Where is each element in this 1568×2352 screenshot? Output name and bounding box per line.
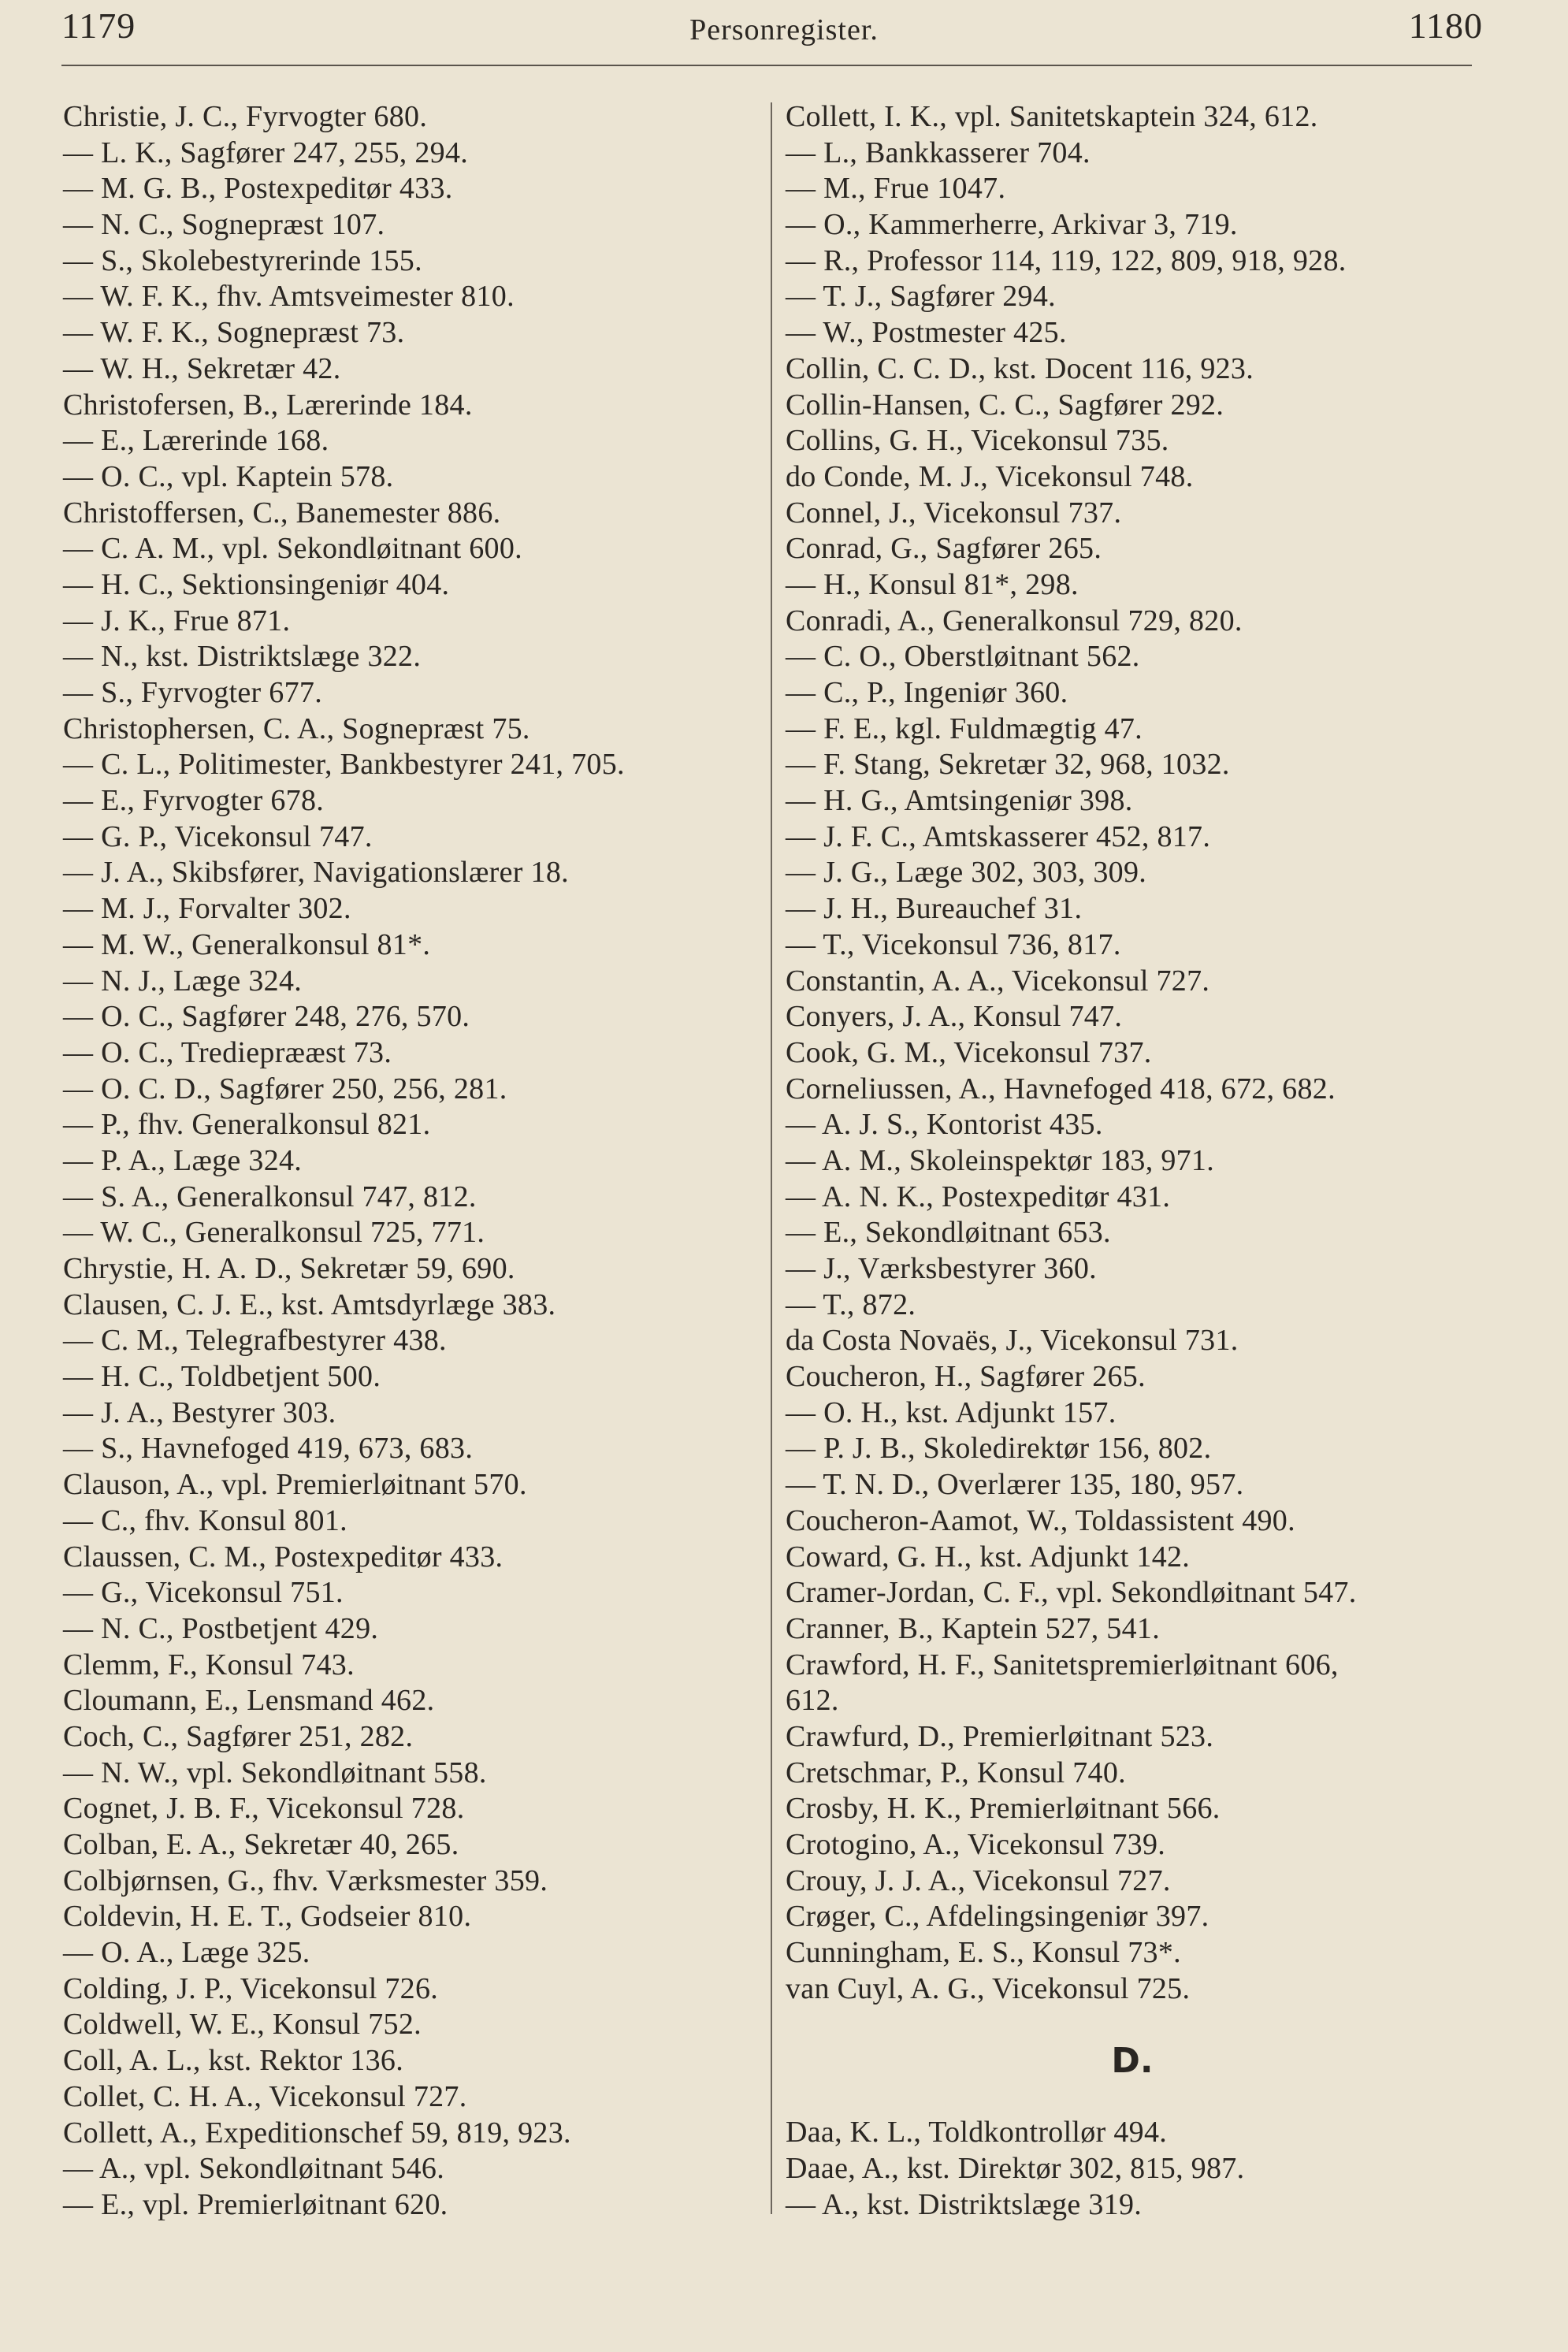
register-entry: — H. C., Toldbetjent 500. — [63, 1360, 381, 1394]
register-entry: — E., Lærerinde 168. — [63, 424, 329, 458]
register-entry: Conradi, A., Generalkonsul 729, 820. — [786, 604, 1243, 637]
register-entry: Daa, K. L., Toldkontrollør 494. — [786, 2116, 1168, 2149]
register-entry: Chrystie, H. A. D., Sekretær 59, 690. — [63, 1252, 515, 1285]
register-entry: — N. C., Postbetjent 429. — [63, 1611, 379, 1645]
register-entry: Coward, G. H., kst. Adjunkt 142. — [786, 1540, 1191, 1574]
register-entry: — W. H., Sekretær 42. — [63, 351, 341, 385]
register-entry: — R., Professor 114, 119, 122, 809, 918, 928. — [786, 243, 1347, 277]
register-entry: Clausen, C. J. E., kst. Amtsdyrlæge 383. — [63, 1287, 556, 1321]
register-entry: — O., Kammerherre, Arkivar 3, 719. — [786, 208, 1238, 242]
page-header — [0, 0, 1568, 68]
register-entry: — F. E., kgl. Fuldmægtig 47. — [786, 712, 1143, 745]
register-entry: Christophersen, C. A., Sognepræst 75. — [63, 712, 530, 745]
register-entry: Collin, C. C. D., kst. Docent 116, 923. — [786, 351, 1254, 385]
register-entry: van Cuyl, A. G., Vicekonsul 725. — [786, 1971, 1191, 2005]
register-entry: — C., fhv. Konsul 801. — [63, 1503, 347, 1537]
register-entry: — W. F. K., Sognepræst 73. — [63, 316, 405, 350]
register-entry: — E., Fyrvogter 678. — [63, 784, 325, 818]
register-entry: Crøger, C., Afdelingsingeniør 397. — [786, 1900, 1209, 1934]
register-entry: — P. A., Læge 324. — [63, 1143, 303, 1177]
register-entry: Crotogino, A., Vicekonsul 739. — [786, 1828, 1166, 1861]
register-entry: Collet, C. H. A., Vicekonsul 727. — [63, 2079, 467, 2113]
register-entry: — J., Værksbestyrer 360. — [786, 1252, 1097, 1285]
register-entry: Collett, A., Expeditionschef 59, 819, 923. — [63, 2116, 571, 2149]
register-entry: — S. A., Generalkonsul 747, 812. — [63, 1180, 477, 1213]
register-entry: — N. J., Læge 324. — [63, 964, 303, 998]
register-entry: Coucheron-Aamot, W., Toldassistent 490. — [786, 1503, 1295, 1537]
register-entry: Connel, J., Vicekonsul 737. — [786, 496, 1122, 529]
register-entry: Collett, I. K., vpl. Sanitetskaptein 324, 612. — [786, 100, 1318, 133]
register-entry: — C. L., Politimester, Bankbestyrer 241, 705. — [63, 748, 625, 782]
register-entry: Christofersen, B., Lærerinde 184. — [63, 388, 473, 422]
register-entry: — P., fhv. Generalkonsul 821. — [63, 1108, 431, 1142]
register-entry: — F. Stang, Sekretær 32, 968, 1032. — [786, 748, 1230, 782]
register-entry: Colding, J. P., Vicekonsul 726. — [63, 1971, 439, 2005]
register-entry: — L., Bankkasserer 704. — [786, 136, 1091, 169]
section-letter-heading: D. — [1111, 2041, 1154, 2082]
register-entry: Conyers, J. A., Konsul 747. — [786, 1000, 1123, 1034]
register-entry: — C. A. M., vpl. Sekondløitnant 600. — [63, 532, 522, 566]
register-entry: — J. H., Bureauchef 31. — [786, 892, 1083, 926]
register-entry: — A., vpl. Sekondløitnant 546. — [63, 2152, 444, 2186]
register-entry: — A. N. K., Postexpeditør 431. — [786, 1180, 1171, 1213]
register-entry: — H. C., Sektionsingeniør 404. — [63, 567, 450, 601]
register-entry: Conrad, G., Sagfører 265. — [786, 532, 1102, 566]
register-entry: Cook, G. M., Vicekonsul 737. — [786, 1035, 1152, 1069]
register-entry: — J. A., Skibsfører, Navigationslærer 18. — [63, 856, 569, 890]
register-entry: Coll, A. L., kst. Rektor 136. — [63, 2044, 403, 2078]
register-entry: Collins, G. H., Vicekonsul 735. — [786, 424, 1169, 458]
register-entry: — M., Frue 1047. — [786, 172, 1006, 206]
register-entry: — J. F. C., Amtskasserer 452, 817. — [786, 819, 1211, 853]
register-entry: Crawford, H. F., Sanitetspremierløitnant 606, — [786, 1648, 1339, 1681]
register-entry: Clauson, A., vpl. Premierløitnant 570. — [63, 1468, 527, 1502]
register-entry: — S., Fyrvogter 677. — [63, 676, 322, 709]
register-entry: Claussen, C. M., Postexpeditør 433. — [63, 1540, 503, 1574]
register-entry: — O. C., Tredieprææst 73. — [63, 1035, 392, 1069]
register-entry: — C. M., Telegrafbestyrer 438. — [63, 1324, 447, 1358]
register-entry: Daae, A., kst. Direktør 302, 815, 987. — [786, 2152, 1245, 2186]
right-column — [786, 99, 1479, 2224]
register-entry: Crawfurd, D., Premierløitnant 523. — [786, 1719, 1214, 1753]
register-entry: da Costa Novaës, J., Vicekonsul 731. — [786, 1324, 1239, 1358]
register-entry: — H., Konsul 81*, 298. — [786, 567, 1079, 601]
register-entry: Coldwell, W. E., Konsul 752. — [63, 2008, 422, 2042]
register-entry: — N. C., Sognepræst 107. — [63, 208, 385, 242]
register-entry: — O. C., Sagfører 248, 276, 570. — [63, 1000, 470, 1034]
register-entry: Constantin, A. A., Vicekonsul 727. — [786, 964, 1210, 998]
register-entry: Cramer-Jordan, C. F., vpl. Sekondløitnant 547. — [786, 1576, 1357, 1610]
register-entry: — M. J., Forvalter 302. — [63, 892, 351, 926]
register-entry: Cunningham, E. S., Konsul 73*. — [786, 1936, 1181, 1970]
register-entry: Coucheron, H., Sagfører 265. — [786, 1360, 1146, 1394]
register-entry: — L. K., Sagfører 247, 255, 294. — [63, 136, 469, 169]
register-entry: — N., kst. Distriktslæge 322. — [63, 640, 422, 674]
register-entry: — W. F. K., fhv. Amtsveimester 810. — [63, 280, 515, 314]
register-entry: — O. C. D., Sagfører 250, 256, 281. — [63, 1072, 507, 1105]
register-entry: 612. — [786, 1684, 839, 1718]
register-entry: — S., Havnefoged 419, 673, 683. — [63, 1432, 474, 1466]
register-entry: Christoffersen, C., Banemester 886. — [63, 496, 501, 529]
register-entry: Coldevin, H. E. T., Godseier 810. — [63, 1900, 472, 1934]
register-entry: — E., Sekondløitnant 653. — [786, 1216, 1111, 1250]
register-entry: Cranner, B., Kaptein 527, 541. — [786, 1611, 1161, 1645]
register-entry: Crouy, J. J. A., Vicekonsul 727. — [786, 1863, 1171, 1897]
register-entry: — A. M., Skoleinspektør 183, 971. — [786, 1143, 1215, 1177]
register-entry: Coch, C., Sagfører 251, 282. — [63, 1719, 414, 1753]
register-entry: Crosby, H. K., Premierløitnant 566. — [786, 1792, 1221, 1826]
register-entry: Cloumann, E., Lensmand 462. — [63, 1684, 435, 1718]
page-title: Personregister. — [689, 13, 879, 46]
register-entry: — M. W., Generalkonsul 81*. — [63, 927, 431, 961]
register-entry: — A., kst. Distriktslæge 319. — [786, 2187, 1143, 2221]
register-entry: Collin-Hansen, C. C., Sagfører 292. — [786, 388, 1224, 422]
register-entry: — S., Skolebestyrerinde 155. — [63, 243, 422, 277]
register-entry: — O. C., vpl. Kaptein 578. — [63, 459, 394, 493]
register-entry: Clemm, F., Konsul 743. — [63, 1648, 355, 1681]
page-number-left: 1179 — [61, 6, 136, 46]
register-entry: — W. C., Generalkonsul 725, 771. — [63, 1216, 485, 1250]
register-entry: — T. N. D., Overlærer 135, 180, 957. — [786, 1468, 1244, 1502]
register-entry: — H. G., Amtsingeniør 398. — [786, 784, 1133, 818]
register-entry: — T., Vicekonsul 736, 817. — [786, 927, 1121, 961]
register-entry: Cognet, J. B. F., Vicekonsul 728. — [63, 1792, 465, 1826]
register-entry: — C., P., Ingeniør 360. — [786, 676, 1068, 709]
register-entry: Corneliussen, A., Havnefoged 418, 672, 682. — [786, 1072, 1336, 1105]
register-entry: Colban, E. A., Sekretær 40, 265. — [63, 1828, 459, 1861]
register-entry: — A. J. S., Kontorist 435. — [786, 1108, 1103, 1142]
register-entry: — J. A., Bestyrer 303. — [63, 1395, 336, 1429]
register-entry: — C. O., Oberstløitnant 562. — [786, 640, 1140, 674]
register-entry: — W., Postmester 425. — [786, 316, 1067, 350]
register-entry: — G. P., Vicekonsul 747. — [63, 819, 373, 853]
register-entry: — P. J. B., Skoledirektør 156, 802. — [786, 1432, 1212, 1466]
left-column — [63, 99, 772, 2224]
register-entry: — J. K., Frue 871. — [63, 604, 291, 637]
register-entry: — G., Vicekonsul 751. — [63, 1576, 344, 1610]
register-entry: — T. J., Sagfører 294. — [786, 280, 1056, 314]
register-entry: — O. A., Læge 325. — [63, 1936, 310, 1970]
header-rule — [61, 65, 1472, 66]
register-entry: — M. G. B., Postexpeditør 433. — [63, 172, 453, 206]
register-entry: — N. W., vpl. Sekondløitnant 558. — [63, 1756, 487, 1789]
register-entry: Cretschmar, P., Konsul 740. — [786, 1756, 1126, 1789]
register-entry: do Conde, M. J., Vicekonsul 748. — [786, 459, 1194, 493]
page-number-right: 1180 — [1408, 6, 1483, 46]
register-entry: — J. G., Læge 302, 303, 309. — [786, 856, 1147, 890]
register-entry: — E., vpl. Premierløitnant 620. — [63, 2187, 448, 2221]
register-entry: — O. H., kst. Adjunkt 157. — [786, 1395, 1117, 1429]
register-entry: — T., 872. — [786, 1287, 916, 1321]
register-entry: Christie, J. C., Fyrvogter 680. — [63, 100, 428, 133]
register-entry: Colbjørnsen, G., fhv. Værksmester 359. — [63, 1863, 548, 1897]
